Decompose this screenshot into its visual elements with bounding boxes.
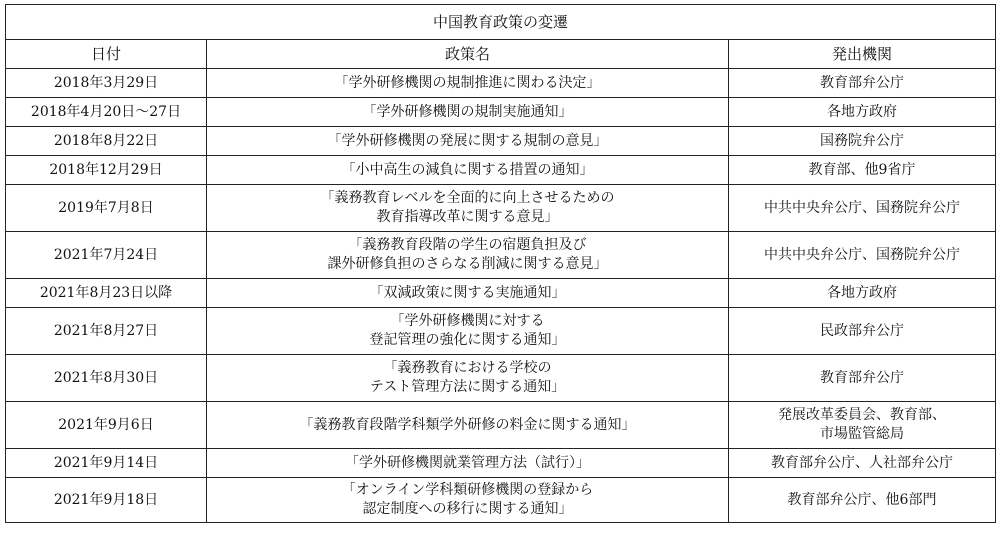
header-date: 日付 xyxy=(6,40,207,69)
issuer-cell xyxy=(729,355,996,402)
table-row xyxy=(6,156,996,185)
issuer-line: 各地方政府 xyxy=(827,284,897,301)
issuer-cell xyxy=(729,402,996,449)
policy-cell xyxy=(207,478,729,523)
date-cell: 2021年8月27日 xyxy=(6,308,207,355)
issuer-cell xyxy=(729,308,996,355)
policy-line: 「学外研修機関の規制推進に関わる決定」 xyxy=(334,74,601,91)
policy-line: 「学外研修機関の発展に関する規制の意見」 xyxy=(327,132,608,149)
issuer-cell xyxy=(729,69,996,98)
policy-cell xyxy=(207,156,729,185)
date-cell: 2021年8月30日 xyxy=(6,355,207,402)
issuer-line: 中共中央弁公庁、国務院弁公庁 xyxy=(764,199,960,216)
policy-line: 課外研修負担のさらなる削減に関する意見」 xyxy=(327,256,608,272)
policy-cell xyxy=(207,69,729,98)
issuer-cell xyxy=(729,156,996,185)
policy-cell xyxy=(207,127,729,156)
issuer-line: 教育部弁公庁 xyxy=(820,369,904,386)
title-row xyxy=(6,5,996,40)
policy-line: 「義務教育における学校の xyxy=(383,360,552,376)
issuer-line: 教育部、他9省庁 xyxy=(808,161,916,178)
date-cell: 2021年9月14日 xyxy=(6,449,207,478)
date-cell: 2019年7月8日 xyxy=(6,185,207,232)
policy-cell xyxy=(207,402,729,449)
document-page xyxy=(5,4,995,523)
table-title: 中国教育政策の変遷 xyxy=(6,5,996,40)
policy-line: 「学外研修機関に対する xyxy=(390,313,545,329)
policy-line: 「小中高生の減負に関する措置の通知」 xyxy=(341,161,594,178)
policy-line: 認定制度への移行に関する通知」 xyxy=(362,501,573,517)
policy-cell xyxy=(207,355,729,402)
table-row xyxy=(6,232,996,279)
date-cell: 2018年8月22日 xyxy=(6,127,207,156)
table-row xyxy=(6,127,996,156)
table-row xyxy=(6,185,996,232)
policy-cell xyxy=(207,232,729,279)
issuer-cell xyxy=(729,185,996,232)
table-row xyxy=(6,279,996,308)
table-row xyxy=(6,98,996,127)
table-row xyxy=(6,355,996,402)
date-cell: 2018年12月29日 xyxy=(6,156,207,185)
issuer-line: 民政部弁公庁 xyxy=(820,322,904,339)
issuer-line: 国務院弁公庁 xyxy=(820,132,904,149)
policy-line: 「学外研修機関就業管理方法（試行）」 xyxy=(345,454,590,471)
policy-line: 「義務教育段階の学生の宿題負担及び xyxy=(348,237,587,253)
issuer-cell xyxy=(729,98,996,127)
policy-line: 「学外研修機関の規制実施通知」 xyxy=(362,103,573,120)
issuer-cell xyxy=(729,127,996,156)
table-row xyxy=(6,402,996,449)
date-cell: 2018年4月20日～27日 xyxy=(6,98,207,127)
date-cell: 2018年3月29日 xyxy=(6,69,207,98)
header-policy: 政策名 xyxy=(207,40,729,69)
issuer-cell xyxy=(729,279,996,308)
policy-cell xyxy=(207,98,729,127)
policy-line: 教育指導改革に関する意見」 xyxy=(376,209,559,225)
policy-line: 「オンライン学科類研修機関の登録から xyxy=(341,482,594,498)
date-cell: 2021年9月6日 xyxy=(6,402,207,449)
date-cell: 2021年7月24日 xyxy=(6,232,207,279)
policy-line: 登記管理の強化に関する通知」 xyxy=(369,332,566,348)
issuer-line: 市場監管総局 xyxy=(820,426,904,442)
policy-cell xyxy=(207,279,729,308)
policy-cell xyxy=(207,449,729,478)
policy-table xyxy=(5,4,996,523)
policy-line: 「双減政策に関する実施通知」 xyxy=(369,284,566,301)
issuer-cell xyxy=(729,449,996,478)
policy-line: テスト管理方法に関する通知」 xyxy=(369,379,566,395)
date-cell: 2021年8月23日以降 xyxy=(6,279,207,308)
policy-line: 「義務教育段階学科類学外研修の料金に関する通知」 xyxy=(299,416,636,433)
header-issuer: 発出機関 xyxy=(729,40,996,69)
issuer-cell xyxy=(729,232,996,279)
table-row xyxy=(6,308,996,355)
issuer-line: 各地方政府 xyxy=(827,103,897,120)
issuer-cell xyxy=(729,478,996,523)
issuer-line: 発展改革委員会、教育部、 xyxy=(778,407,946,423)
table-row xyxy=(6,478,996,523)
date-cell: 2021年9月18日 xyxy=(6,478,207,523)
policy-line: 「義務教育レベルを全面的に向上させるための xyxy=(320,190,615,206)
issuer-line: 中共中央弁公庁、国務院弁公庁 xyxy=(764,246,960,263)
header-row xyxy=(6,40,996,69)
table-row xyxy=(6,69,996,98)
policy-cell xyxy=(207,185,729,232)
table-row xyxy=(6,449,996,478)
issuer-line: 教育部弁公庁、人社部弁公庁 xyxy=(771,454,953,471)
issuer-line: 教育部弁公庁、他6部門 xyxy=(787,491,937,508)
policy-cell xyxy=(207,308,729,355)
issuer-line: 教育部弁公庁 xyxy=(820,74,904,91)
